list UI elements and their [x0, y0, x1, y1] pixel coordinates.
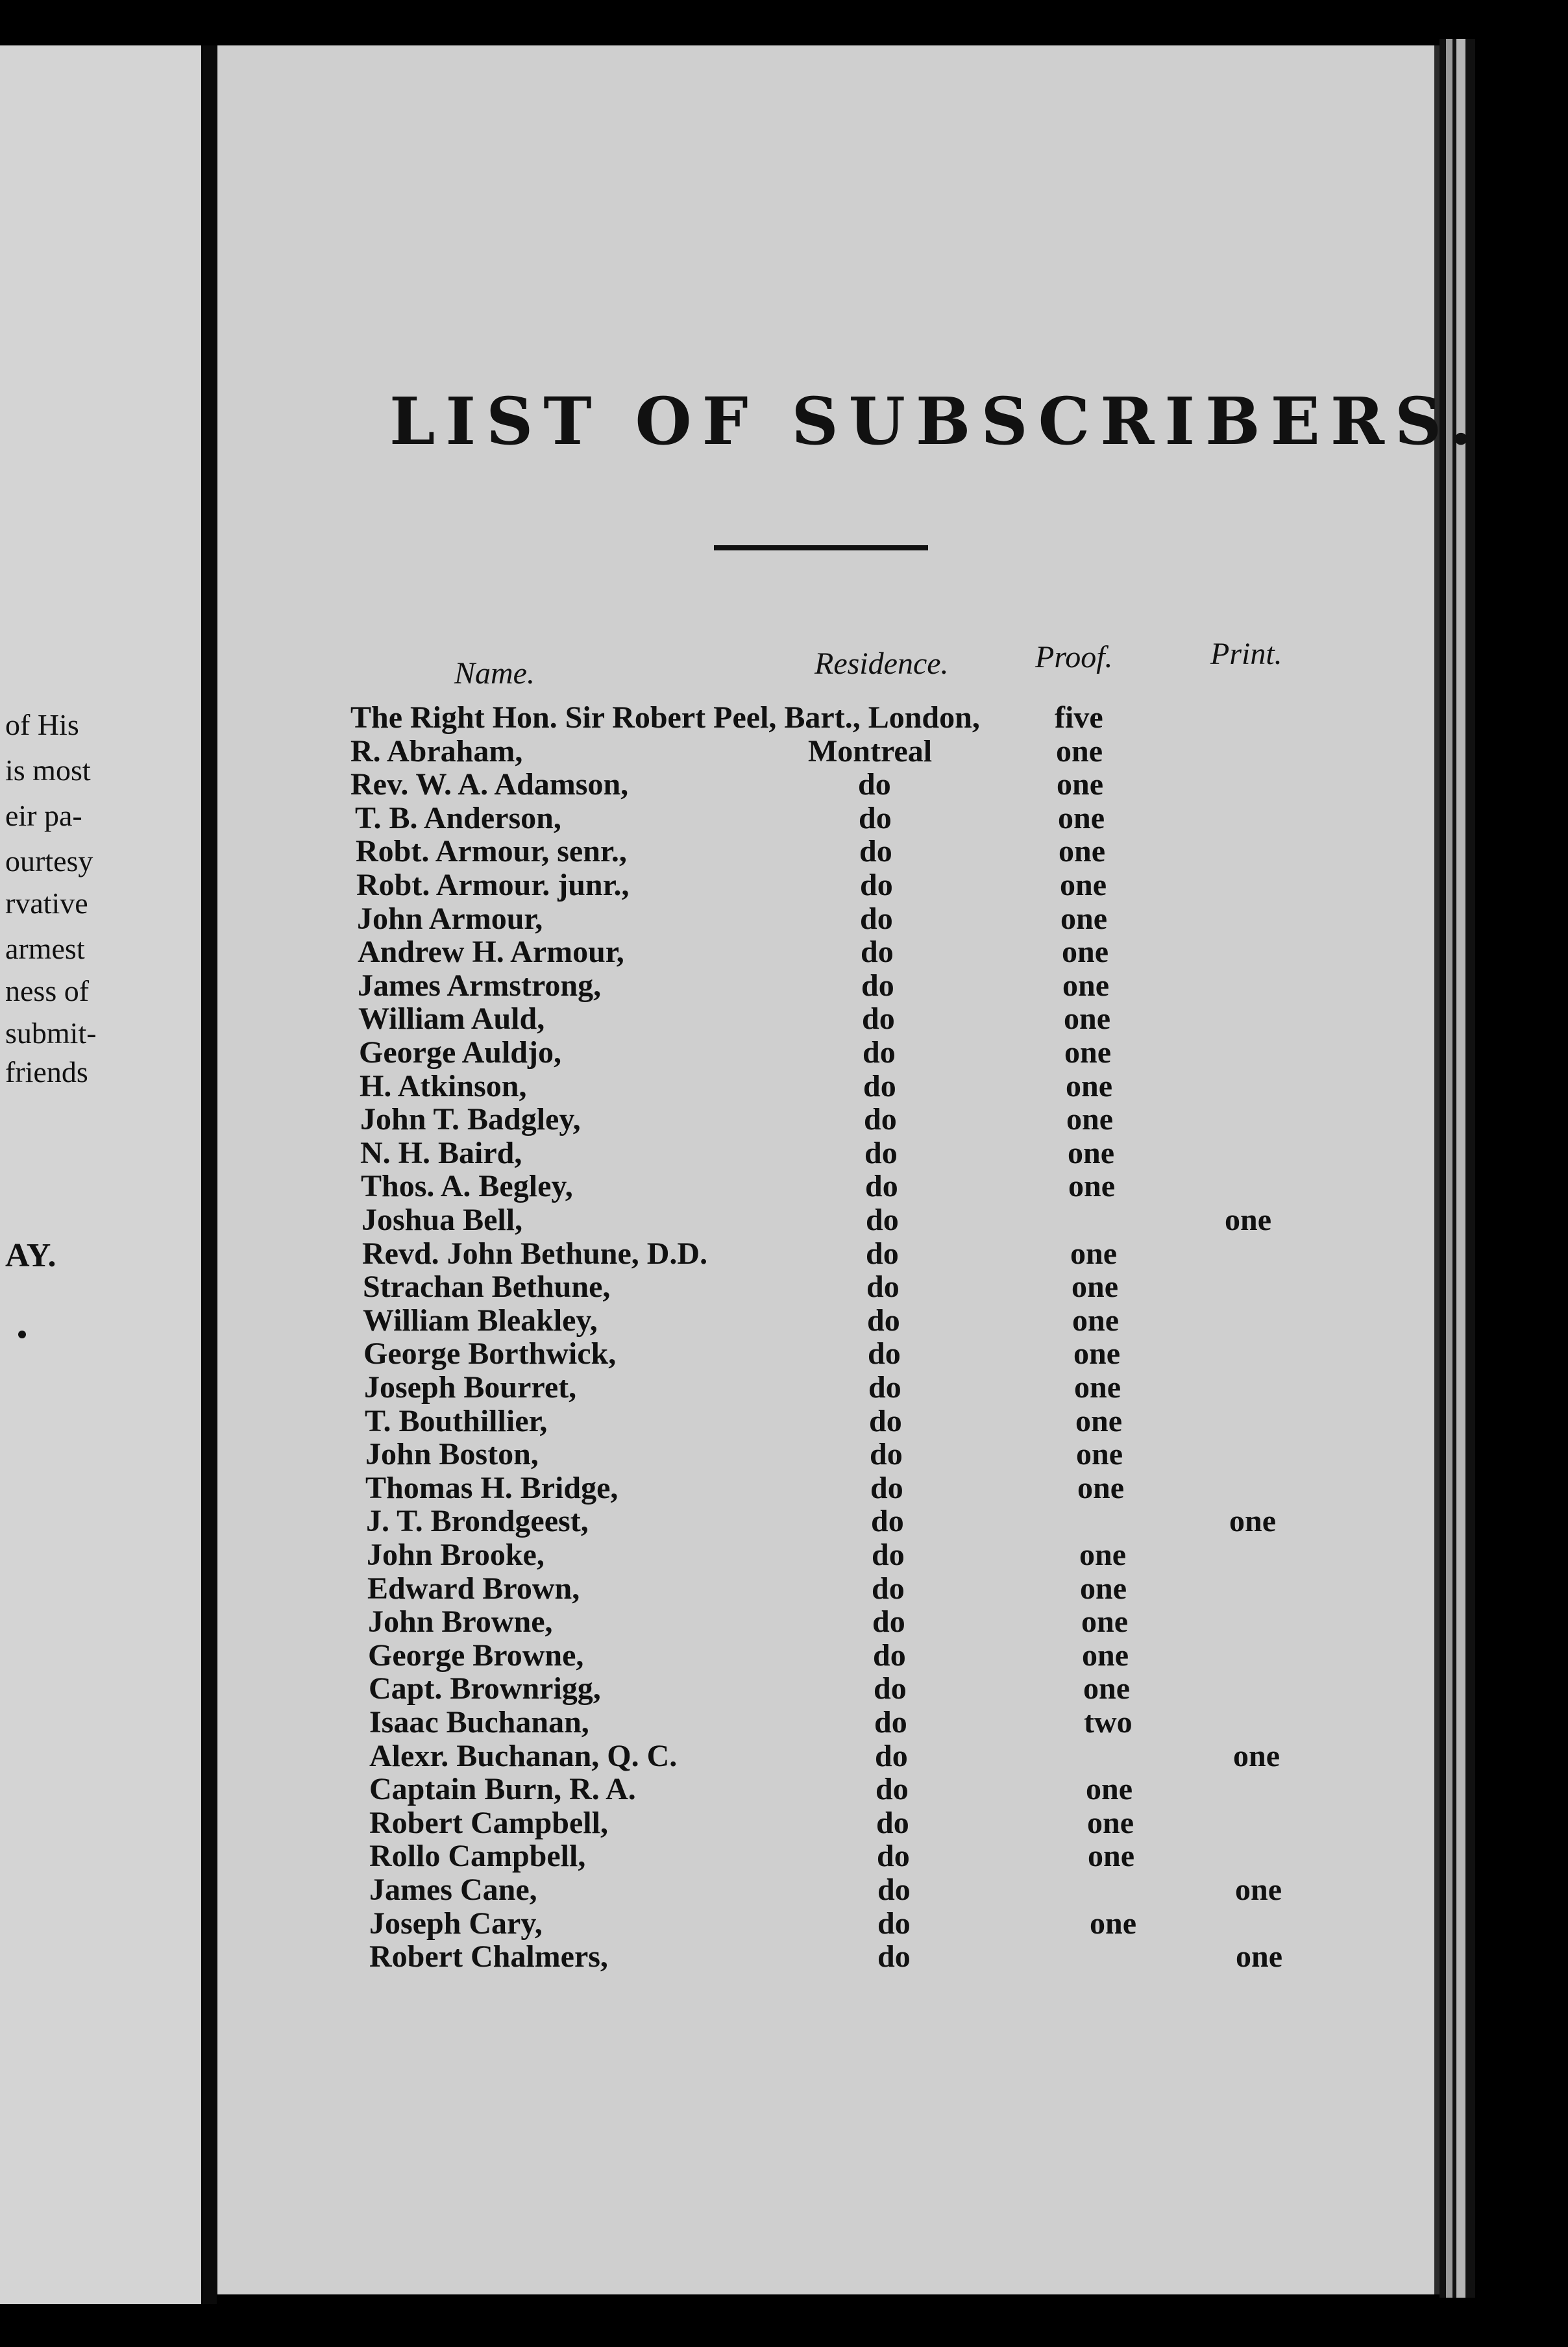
subscriber-proof: one — [1072, 1303, 1119, 1338]
subscriber-proof: five — [1055, 700, 1103, 735]
left-page-caps: AY. — [5, 1237, 56, 1274]
subscriber-residence: do — [862, 1001, 895, 1036]
subscriber-proof: one — [1086, 1772, 1133, 1806]
subscriber-name: Joseph Cary, — [369, 1906, 543, 1941]
header-print: Print. — [1210, 637, 1282, 671]
subscriber-row — [0, 1103, 1568, 1137]
left-page-fragment: ourtesy — [5, 844, 93, 878]
subscriber-residence: do — [864, 1102, 897, 1137]
subscriber-residence: do — [877, 1839, 910, 1873]
subscriber-row — [0, 868, 1568, 902]
subscriber-residence: do — [868, 1336, 901, 1371]
subscriber-proof: one — [1066, 1102, 1113, 1137]
subscriber-print: one — [1233, 1739, 1280, 1773]
subscriber-print: one — [1225, 1203, 1271, 1237]
subscriber-proof: one — [1074, 1370, 1121, 1405]
subscriber-row — [0, 1170, 1568, 1203]
subscriber-residence: do — [876, 1806, 909, 1840]
subscriber-residence: do — [859, 801, 892, 835]
subscriber-name: T. Bouthillier, — [365, 1404, 548, 1438]
subscriber-row — [0, 1839, 1568, 1873]
subscriber-proof: one — [1064, 1035, 1111, 1070]
subscriber-name: James Armstrong, — [358, 968, 602, 1003]
subscriber-proof: one — [1060, 868, 1107, 902]
subscriber-name: J. T. Brondgeest, — [366, 1504, 589, 1538]
subscriber-name: Rev. W. A. Adamson, — [350, 767, 629, 802]
subscriber-residence: do — [866, 1270, 900, 1304]
subscriber-residence: do — [861, 968, 894, 1003]
subscriber-residence: do — [872, 1538, 905, 1572]
header-residence: Residence. — [815, 646, 949, 681]
subscriber-name: Alexr. Buchanan, Q. C. — [369, 1739, 678, 1773]
subscriber-proof: one — [1088, 1839, 1134, 1873]
subscriber-name: Thomas H. Bridge, — [365, 1471, 619, 1505]
subscriber-residence: do — [872, 1604, 905, 1639]
subscriber-row — [0, 1371, 1568, 1405]
subscriber-residence: do — [859, 834, 892, 868]
subscriber-proof: one — [1076, 1437, 1123, 1471]
header-proof: Proof. — [1035, 640, 1113, 674]
subscriber-row — [0, 1203, 1568, 1237]
subscriber-print: one — [1229, 1504, 1276, 1538]
subscriber-row — [0, 1706, 1568, 1739]
subscriber-name: George Auldjo, — [359, 1035, 561, 1070]
subscriber-residence: do — [874, 1705, 907, 1739]
subscriber-row — [0, 1438, 1568, 1471]
subscriber-name: John T. Badgley, — [360, 1102, 581, 1137]
left-page-fragment: is most — [5, 754, 91, 787]
subscriber-proof: one — [1062, 935, 1109, 969]
subscriber-row — [0, 935, 1568, 969]
page-title: LIST OF SUBSCRIBERS. — [389, 383, 1483, 460]
subscriber-row — [0, 1304, 1568, 1338]
subscriber-proof: one — [1068, 1169, 1115, 1203]
subscriber-residence: do — [867, 1303, 900, 1338]
subscriber-row — [0, 1739, 1568, 1773]
subscriber-proof: one — [1079, 1538, 1126, 1572]
subscriber-residence: do — [877, 1873, 911, 1907]
subscriber-name: John Brooke, — [367, 1538, 545, 1572]
subscriber-residence: do — [861, 935, 894, 969]
subscriber-name: John Browne, — [368, 1604, 553, 1639]
subscriber-row — [0, 1002, 1568, 1036]
subscriber-proof: one — [1060, 902, 1107, 936]
subscriber-row — [0, 902, 1568, 936]
subscriber-residence: do — [866, 1236, 899, 1271]
subscriber-residence: do — [874, 1671, 907, 1706]
subscriber-row — [0, 1639, 1568, 1673]
subscriber-residence: do — [865, 1169, 898, 1203]
subscriber-row — [0, 1337, 1568, 1371]
subscriber-residence: do — [864, 1136, 898, 1170]
subscriber-residence: do — [873, 1638, 906, 1673]
subscriber-name: R. Abraham, — [350, 734, 523, 768]
subscriber-name: Capt. Brownrigg, — [369, 1671, 601, 1706]
subscriber-name: Andrew H. Armour, — [358, 935, 624, 969]
subscriber-name: John Boston, — [365, 1437, 539, 1471]
subscriber-residence: do — [860, 902, 893, 936]
subscriber-name: H. Atkinson, — [360, 1069, 527, 1103]
left-page-fragment: of His — [5, 708, 79, 741]
subscriber-row — [0, 969, 1568, 1003]
subscriber-proof: one — [1070, 1236, 1117, 1271]
subscriber-name: William Auld, — [358, 1001, 545, 1036]
subscriber-row — [0, 1237, 1568, 1271]
subscriber-residence: do — [863, 1069, 896, 1103]
subscriber-row — [0, 1773, 1568, 1806]
subscriber-row — [0, 802, 1568, 835]
subscriber-proof: one — [1083, 1671, 1130, 1706]
subscriber-proof: one — [1087, 1806, 1134, 1840]
subscriber-row — [0, 701, 1568, 735]
subscriber-residence: do — [870, 1437, 903, 1471]
subscriber-row — [0, 1070, 1568, 1103]
subscriber-name: John Armour, — [357, 902, 543, 936]
left-page-fragment: eir pa- — [5, 799, 82, 832]
left-page-fragment: armest — [5, 932, 85, 965]
subscriber-row — [0, 1605, 1568, 1639]
subscriber-proof: one — [1059, 834, 1105, 868]
subscriber-residence: do — [866, 1203, 899, 1237]
subscriber-name: George Borthwick, — [363, 1336, 617, 1371]
subscriber-row — [0, 1873, 1568, 1907]
subscriber-row — [0, 1672, 1568, 1706]
subscriber-name: James Cane, — [369, 1873, 537, 1907]
subscriber-residence: do — [875, 1739, 908, 1773]
subscriber-name: Robert Campbell, — [369, 1806, 608, 1840]
subscriber-proof: one — [1072, 1270, 1118, 1304]
subscriber-proof: one — [1090, 1906, 1136, 1941]
subscriber-name: Joseph Bourret, — [364, 1370, 577, 1405]
subscriber-proof: two — [1084, 1705, 1133, 1739]
subscriber-proof: one — [1068, 1136, 1114, 1170]
subscriber-row — [0, 1806, 1568, 1840]
left-page-fragment: ness of — [5, 974, 90, 1007]
subscriber-residence: do — [869, 1404, 902, 1438]
subscriber-name: T. B. Anderson, — [355, 801, 561, 835]
subscriber-residence: do — [868, 1370, 901, 1405]
subscriber-row — [0, 1036, 1568, 1070]
subscriber-residence: do — [872, 1571, 905, 1606]
subscriber-row — [0, 1137, 1568, 1170]
subscriber-residence: do — [863, 1035, 896, 1070]
subscriber-residence: Montreal — [808, 734, 933, 768]
subscriber-row — [0, 768, 1568, 802]
subscriber-proof: one — [1066, 1069, 1112, 1103]
subscriber-row — [0, 1572, 1568, 1606]
title-rule — [714, 545, 928, 550]
left-page-fragment: submit- — [5, 1016, 97, 1050]
subscriber-name: Robt. Armour. junr., — [356, 868, 630, 902]
subscriber-residence: do — [858, 767, 891, 802]
subscriber-residence: do — [877, 1906, 911, 1941]
subscriber-proof: one — [1057, 767, 1103, 802]
subscriber-name: Robt. Armour, senr., — [356, 834, 627, 868]
subscriber-name: Joshua Bell, — [361, 1203, 523, 1237]
subscriber-name: Captain Burn, R. A. — [369, 1772, 636, 1806]
subscriber-proof: one — [1064, 1001, 1110, 1036]
left-page-fragment: rvative — [5, 887, 88, 920]
left-page-fragment: friends — [5, 1055, 88, 1088]
subscriber-residence: do — [870, 1471, 903, 1505]
subscriber-residence: do — [877, 1939, 911, 1974]
subscriber-name: George Browne, — [368, 1638, 584, 1673]
subscriber-print: one — [1236, 1939, 1282, 1974]
subscriber-name: Revd. John Bethune, D.D. — [362, 1236, 708, 1271]
subscriber-row — [0, 735, 1568, 768]
subscriber-name: Isaac Buchanan, — [369, 1705, 589, 1739]
subscriber-residence: do — [860, 868, 893, 902]
header-name: Name. — [454, 656, 535, 691]
subscriber-proof: one — [1082, 1638, 1129, 1673]
subscriber-print: one — [1235, 1873, 1282, 1907]
subscriber-row — [0, 1471, 1568, 1505]
subscriber-name: N. H. Baird, — [360, 1136, 522, 1170]
subscriber-proof: one — [1075, 1404, 1122, 1438]
subscriber-row — [0, 1940, 1568, 1974]
subscriber-row — [0, 1907, 1568, 1941]
subscriber-proof: one — [1077, 1471, 1124, 1505]
subscriber-proof: one — [1080, 1571, 1127, 1606]
subscriber-name: Edward Brown, — [367, 1571, 580, 1606]
subscriber-name: Rollo Campbell, — [369, 1839, 586, 1873]
subscriber-row — [0, 1505, 1568, 1538]
subscriber-proof: one — [1062, 968, 1109, 1003]
subscriber-name: Thos. A. Begley, — [361, 1169, 573, 1203]
subscriber-row — [0, 1270, 1568, 1304]
subscriber-row — [0, 1405, 1568, 1438]
subscriber-name: The Right Hon. Sir Robert Peel, Bart., London, — [350, 700, 980, 735]
subscriber-proof: one — [1073, 1336, 1120, 1371]
subscriber-name: Robert Chalmers, — [369, 1939, 608, 1974]
subscriber-row — [0, 835, 1568, 868]
subscriber-name: Strachan Bethune, — [363, 1270, 611, 1304]
subscriber-row — [0, 1538, 1568, 1572]
subscriber-proof: one — [1056, 734, 1103, 768]
subscriber-residence: do — [876, 1772, 909, 1806]
subscriber-name: William Bleakley, — [363, 1303, 598, 1338]
subscriber-proof: one — [1081, 1604, 1128, 1639]
subscriber-residence: do — [871, 1504, 904, 1538]
subscriber-proof: one — [1058, 801, 1105, 835]
